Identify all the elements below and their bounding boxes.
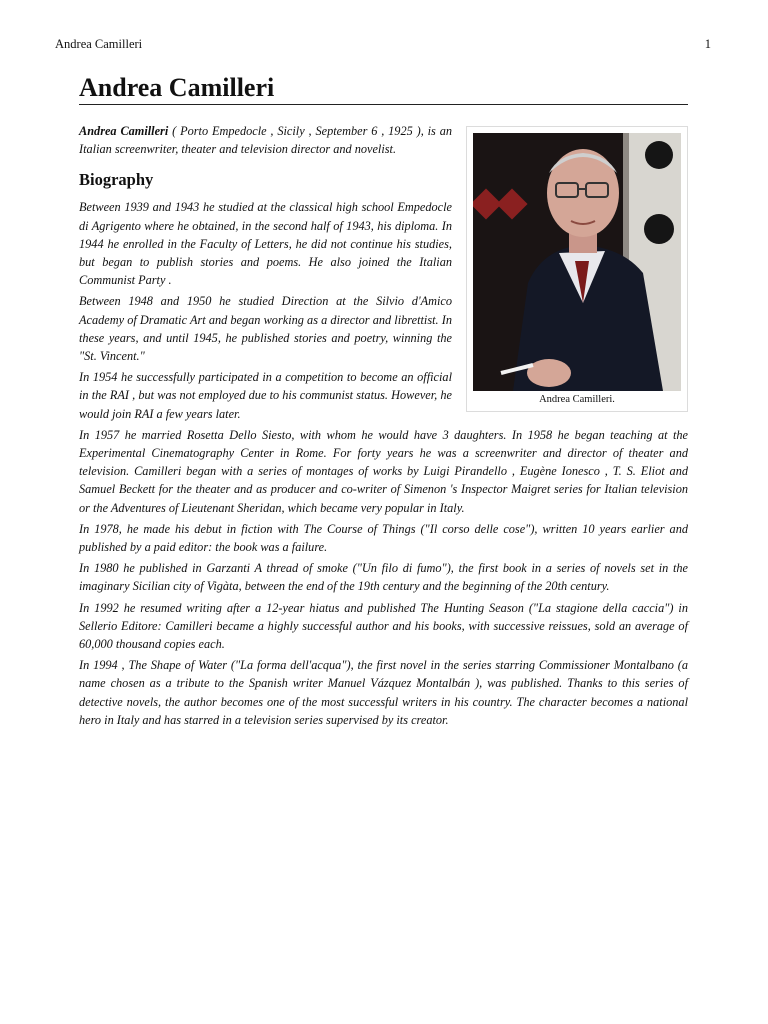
portrait-photo xyxy=(473,133,681,391)
intro-name: Andrea Camilleri xyxy=(79,124,169,138)
paragraph: Between 1948 and 1950 he studied Direction at the Silvio d'Amico Academy of Dramatic Art and began working as a director and librettist. In these years, and until 1945, he published stories and poetry, winning the "St. Vincent." xyxy=(79,294,452,364)
paragraph: Between 1939 and 1943 he studied at the classical high school Empedocle di Agrigento where he obtained, in the second half of 1943, his diploma. In 1944 he enrolled in the Faculty of Letters, he did not continue his studies, but began to publish stories and poems. He also joined the Italian Communist Party . xyxy=(79,200,452,288)
paragraph: In 1992 he resumed writing after a 12-year hiatus and published The Hunting Season ("La stagione della caccia") in Sellerio Editore: Camilleri became a highly successful author and his books, with successive reissues, sold an average of 60,000 thousand copies each. xyxy=(79,600,688,652)
paragraph: In 1980 he published in Garzanti A thread of smoke ("Un filo di fumo"), the first book in a series of novels set in the imaginary Sicilian city of Vigàta, between the end of the 19th century and the beginning of the 20th century. xyxy=(79,561,688,594)
paragraph: In 1954 he successfully participated in a competition to become an official in the RAI , but was not employed due to his communist status. However, he would join RAI a few years later. xyxy=(79,370,452,421)
article-title: Andrea Camilleri xyxy=(79,72,688,105)
paragraph: In 1994 , The Shape of Water ("La forma dell'acqua"), the first novel in the series starring Commissioner Montalbano (a name chosen as a tribute to the Spanish writer Manuel Vázquez Montalbán ), was published. Thanks to this series of detective novels, the author becomes one of the most successful writers in his country. The character becomes a national hero in Italy and has starred in a television series supervised by its creator. xyxy=(79,658,688,727)
running-title: Andrea Camilleri xyxy=(55,37,143,51)
intro-text: ( Porto Empedocle , Sicily , September 6 , 1925 ), is an Italian screenwriter, theater and television director and novelist. xyxy=(79,124,452,157)
page-number: 1 xyxy=(704,37,711,51)
paragraph: In 1978, he made his debut in fiction with The Course of Things ("Il corso delle cose"), written 10 years earlier and published by a paid editor: the book was a failure. xyxy=(79,521,688,555)
paragraph: In 1957 he married Rosetta Dello Siesto, with whom he would have 3 daughters. In 1958 he began teaching at the Experimental Cinematography Center in Rome. For forty years he was a screenwriter and director of theater and television. Camilleri began with a series of montages of works by Luigi Pirandello , Eugène Ionesco , T. S. Eliot and Samuel Beckett for the theater and as producer and co-writer of Simenon 's Inspector Maigret series for Italian television or the Adventures of Lieutenant Sheridan, which became very popular in Italy. xyxy=(79,427,688,515)
section-heading-biography: Biography xyxy=(79,170,154,190)
running-header xyxy=(55,37,711,52)
figure-caption: Andrea Camilleri. xyxy=(539,394,615,405)
portrait-figure xyxy=(466,126,688,412)
article-body xyxy=(79,122,688,732)
